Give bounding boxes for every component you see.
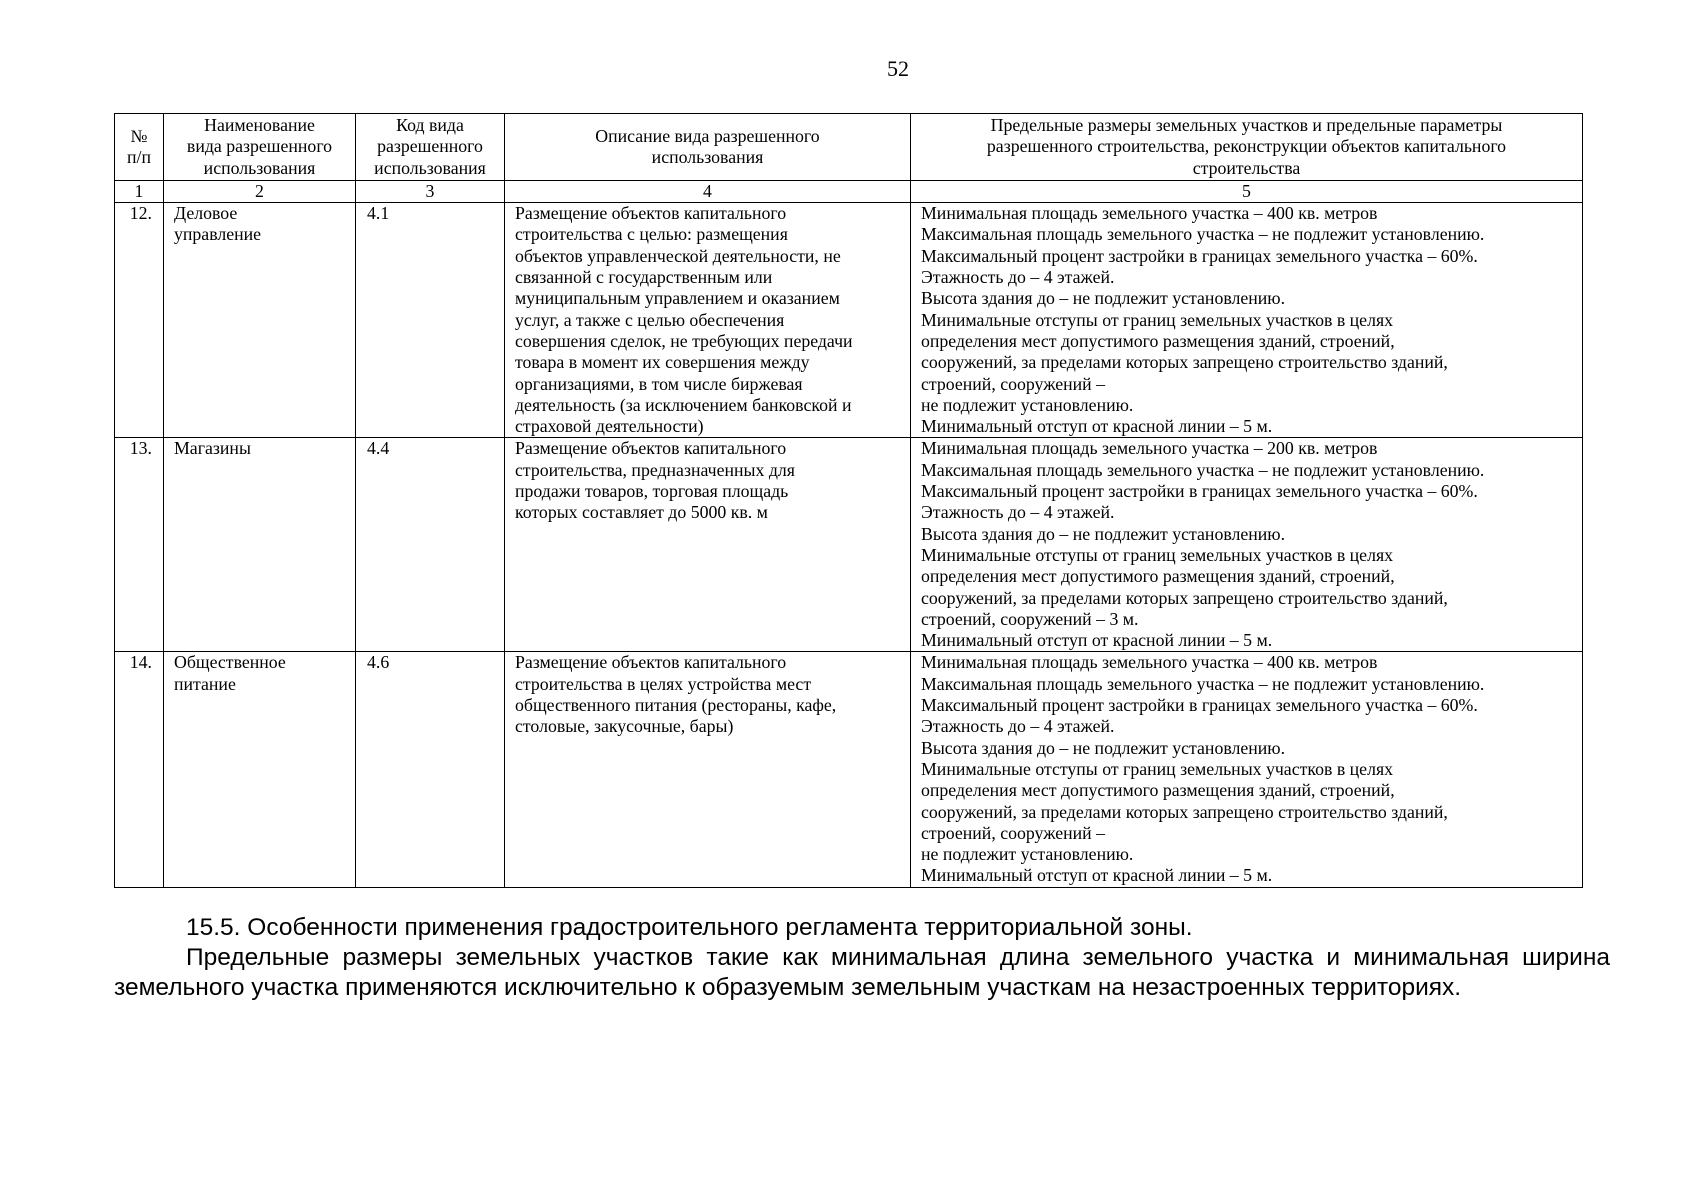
parameter-line: Высота здания до – не подлежит установлению. [921,288,1286,309]
parameter-line: строений, сооружений – [921,822,1106,843]
parameter-line: сооружений, за пределами которых запрещено строительство зданий, [921,587,1448,608]
parameter-line: не подлежит установлению. [921,844,1134,865]
table-header-row [115,114,1583,181]
limit-parameters [911,652,1583,887]
parameter-line: Максимальная площадь земельного участка – не подлежит установлению. [921,673,1485,694]
parameter-line: сооружений, за пределами которых запрещено строительство зданий, [921,352,1448,373]
parameter-line: определения мест допустимого размещения зданий, строений, [921,566,1395,587]
row-number: 12. [115,203,164,438]
header-limit-parameters: Предельные размеры земельных участков и предельные параметры разрешенного строительства, реконструкции объектов капитального строительства [911,114,1583,181]
parameter-line: Этажность до – 4 этажей. [921,267,1115,288]
permitted-use-table [114,113,1583,888]
use-description: Размещение объектов капитального строительства с целью: размещения объектов управленческой деятельности, не связанной с государственным или муниципальным управлением и оказанием услуг, а также с целью обеспечения совершения сделок, не требующих передачи товара в момент их совершения между организациями, в том числе биржевая деятельность (за исключением банковской и страховой деятельности) [505,203,911,438]
parameter-line: Этажность до – 4 этажей. [921,502,1115,523]
column-number: 5 [911,180,1583,202]
parameter-line: Максимальный процент застройки в границах земельного участка – 60%. [921,245,1478,266]
parameter-line: Этажность до – 4 этажей. [921,716,1115,737]
parameter-line: определения мест допустимого размещения зданий, строений, [921,330,1395,351]
column-number: 3 [356,180,505,202]
page-number: 52 [887,56,909,81]
use-code: 4.6 [356,652,505,887]
parameter-line: сооружений, за пределами которых запрещено строительство зданий, [921,801,1448,822]
column-numbers-row [115,180,1583,202]
use-description: Размещение объектов капитального строительства, предназначенных для продажи товаров, торговая площадь которых составляет до 5000 кв. м [505,438,911,652]
column-number: 4 [505,180,911,202]
parameter-line: строений, сооружений – [921,373,1106,394]
parameter-line: Максимальная площадь земельного участка – не подлежит установлению. [921,224,1485,245]
parameter-line: Минимальные отступы от границ земельных участков в целях [921,309,1394,330]
parameter-line: Минимальный отступ от красной линии – 5 м. [921,416,1273,437]
parameter-line: Высота здания до – не подлежит установлению. [921,737,1286,758]
table-row [115,652,1583,887]
parameter-line: Минимальный отступ от красной линии – 5 м. [921,630,1273,651]
parameter-line: Минимальная площадь земельного участка – 400 кв. метров [921,652,1378,673]
parameter-line: не подлежит установлению. [921,394,1134,415]
header-number: № п/п [115,114,164,181]
section-paragraph: Предельные размеры земельных участков такие как минимальная длина земельного участка и минимальная ширина земельного участка применяются исключительно к образуемым земельным участкам на незастроенных территориях. [114,944,1610,1001]
parameter-line: Минимальные отступы от границ земельных участков в целях [921,544,1394,565]
parameter-line: Минимальные отступы от границ земельных участков в целях [921,758,1394,779]
use-name: Магазины [164,438,356,652]
use-code: 4.4 [356,438,505,652]
column-number: 2 [164,180,356,202]
section-heading: 15.5. Особенности применения градостроительного регламента территориальной зоны. [186,914,1193,941]
table-row [115,203,1583,438]
parameter-line: Минимальная площадь земельного участка – 200 кв. метров [921,438,1378,459]
use-name: Деловое управление [164,203,356,438]
table-row [115,438,1583,652]
limit-parameters [911,203,1583,438]
parameter-line: определения мест допустимого размещения зданий, строений, [921,780,1395,801]
parameter-line: Максимальный процент застройки в границах земельного участка – 60%. [921,481,1478,502]
parameter-line: Максимальная площадь земельного участка – не подлежит установлению. [921,459,1485,480]
header-use-description: Описание вида разрешенного использования [505,114,911,181]
row-number: 13. [115,438,164,652]
parameter-line: Высота здания до – не подлежит установлению. [921,523,1286,544]
row-number: 14. [115,652,164,887]
parameter-line: Минимальная площадь земельного участка – 400 кв. метров [921,203,1378,224]
parameter-line: Минимальный отступ от красной линии – 5 м. [921,865,1273,886]
section-text [114,913,1610,1003]
use-name: Общественное питание [164,652,356,887]
column-number: 1 [115,180,164,202]
use-code: 4.1 [356,203,505,438]
limit-parameters [911,438,1583,652]
header-use-name: Наименование вида разрешенного использования [164,114,356,181]
header-use-code: Код вида разрешенного использования [356,114,505,181]
use-description: Размещение объектов капитального строительства в целях устройства мест общественного питания (рестораны, кафе, столовые, закусочные, бары) [505,652,911,887]
parameter-line: Максимальный процент застройки в границах земельного участка – 60%. [921,695,1478,716]
parameter-line: строений, сооружений – 3 м. [921,608,1139,629]
